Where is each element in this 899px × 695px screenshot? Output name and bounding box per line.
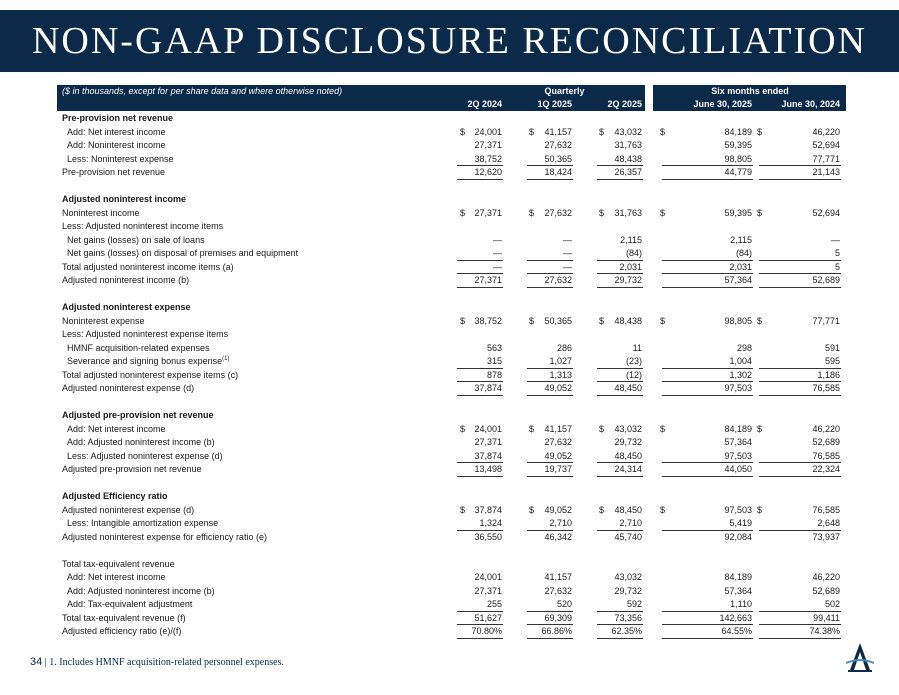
cell-value: 77,771 — [812, 153, 840, 164]
underline — [527, 638, 573, 639]
table-row — [57, 612, 846, 626]
cell-value: 43,032 — [614, 572, 642, 582]
cell-value: 22,324 — [812, 464, 840, 474]
row-label: Total adjusted noninterest expense items (c) — [62, 369, 239, 380]
cell-value: 1,313 — [549, 369, 572, 380]
cell-value: 41,157 — [544, 126, 572, 137]
dollar-sign: $ — [460, 504, 466, 515]
row-label: Total tax-equivalent revenue — [62, 558, 175, 569]
row-label: Adjusted efficiency ratio (e)/(f) — [62, 626, 182, 636]
cell-value: 592 — [626, 599, 642, 609]
cell-value: 37,874 — [474, 450, 502, 461]
table-row — [57, 153, 846, 167]
row-label: Add: Net interest income — [67, 423, 166, 434]
row-label: Less: Intangible amortization expense — [67, 518, 219, 528]
cell-value: 502 — [824, 599, 840, 609]
cell-value: 84,189 — [724, 126, 752, 137]
dollar-sign: $ — [599, 315, 605, 326]
cell-value: 142,663 — [719, 612, 752, 623]
cell-value: 46,342 — [544, 531, 572, 542]
table-row — [57, 261, 846, 275]
cell-value: 48,450 — [614, 450, 642, 461]
cell-value: 76,585 — [812, 383, 840, 393]
row-label: Adjusted noninterest expense (d) — [62, 383, 195, 393]
cell-value: 48,438 — [614, 153, 642, 164]
cell-value: 77,771 — [812, 315, 840, 326]
cell-value: 2,710 — [619, 518, 642, 528]
cell-value: 97,503 — [724, 450, 752, 461]
cell-value: 97,503 — [724, 504, 752, 515]
cell-value: 52,694 — [812, 140, 840, 150]
cell-value: 37,874 — [474, 383, 502, 393]
cell-value: 51,627 — [474, 612, 502, 623]
cell-value: 41,157 — [544, 572, 572, 582]
cell-value: 27,371 — [474, 437, 502, 447]
table-row — [57, 531, 846, 545]
table-row — [57, 504, 846, 518]
cell-value: 46,220 — [812, 126, 840, 137]
cell-value: 2,031 — [729, 261, 752, 272]
cell-value: 26,357 — [614, 167, 642, 177]
col-jun2025: June 30, 2025 — [693, 99, 752, 109]
cell-value: 48,438 — [614, 315, 642, 326]
row-label: Adjusted pre-provision net revenue — [62, 410, 214, 420]
row-label: Add: Net interest income — [67, 572, 166, 582]
cell-value: 44,050 — [724, 464, 752, 474]
row-label: Total tax-equivalent revenue (f) — [62, 612, 186, 623]
page-number: 34 — [30, 656, 43, 668]
cell-value: 50,365 — [544, 315, 572, 326]
cell-value: 43,032 — [614, 423, 642, 434]
cell-value: — — [493, 248, 502, 258]
row-label: Less: Adjusted noninterest expense (d) — [67, 450, 223, 461]
cell-value: 46,220 — [812, 423, 840, 434]
cell-value: 27,371 — [474, 207, 502, 218]
row-label: Net gains (losses) on sale of loans — [67, 234, 205, 245]
dollar-sign: $ — [757, 504, 763, 515]
table-row — [57, 112, 846, 126]
title-banner — [0, 10, 899, 72]
cell-value: 98,805 — [724, 153, 752, 164]
row-label: Less: Adjusted noninterest expense items — [62, 329, 229, 339]
cell-value: 24,001 — [474, 572, 502, 582]
spacer-row — [57, 180, 846, 194]
cell-value: 36,550 — [474, 531, 502, 542]
cell-value: 5 — [834, 248, 840, 258]
row-label: Adjusted noninterest expense for efficiency ratio (e) — [62, 531, 267, 542]
cell-value: 27,632 — [544, 207, 572, 218]
table-row — [57, 450, 846, 464]
cell-value: 5,419 — [729, 518, 752, 528]
row-label: Noninterest income — [62, 207, 140, 218]
cell-value: 99,411 — [813, 612, 840, 623]
dollar-sign: $ — [460, 207, 466, 218]
cell-value: 27,632 — [544, 140, 572, 150]
dollar-sign: $ — [660, 315, 666, 326]
table-row — [57, 369, 846, 383]
dollar-sign: $ — [599, 207, 605, 218]
cell-value: 2,115 — [620, 234, 642, 245]
table-row — [57, 463, 846, 477]
cell-value: 44,779 — [724, 167, 752, 177]
cell-value: (84) — [735, 248, 752, 258]
cell-value: 5 — [834, 261, 840, 272]
cell-value: 73,937 — [812, 531, 840, 542]
table-row — [57, 220, 846, 234]
table-row — [57, 301, 846, 315]
cell-value: 45,740 — [614, 531, 642, 542]
cell-value: 18,424 — [544, 167, 572, 177]
dollar-sign: $ — [529, 315, 535, 326]
cell-value: 27,371 — [474, 275, 502, 285]
dollar-sign: $ — [660, 207, 666, 218]
cell-value: 563 — [486, 342, 502, 353]
cell-value: 29,732 — [614, 437, 642, 447]
cell-value: 59,395 — [724, 140, 752, 150]
cell-value: 24,001 — [474, 423, 502, 434]
cell-value: (84) — [625, 248, 642, 258]
cell-value: 97,503 — [724, 383, 752, 393]
spacer-row — [57, 396, 846, 410]
underline — [759, 638, 841, 639]
cell-value: 50,365 — [544, 153, 572, 164]
cell-value: 62.35% — [611, 626, 642, 636]
dollar-sign: $ — [599, 423, 605, 434]
cell-value: 2,031 — [619, 261, 642, 272]
table-row — [57, 436, 846, 450]
row-label: Noninterest expense — [62, 315, 145, 326]
row-label: Adjusted pre-provision net revenue — [62, 464, 202, 474]
dollar-sign: $ — [529, 126, 535, 137]
cell-value: 52,689 — [812, 585, 840, 596]
row-label: Adjusted Efficiency ratio — [62, 491, 168, 501]
spacer-row — [57, 477, 846, 491]
cell-value: 49,052 — [544, 504, 572, 515]
table-header-groups — [57, 85, 846, 98]
cell-value: 49,052 — [544, 450, 572, 461]
table-row — [57, 517, 846, 531]
table-row — [57, 166, 846, 180]
cell-value: 64.55% — [721, 626, 752, 636]
cell-value: — — [563, 261, 572, 272]
cell-value: 21,143 — [812, 167, 840, 177]
row-label: Total adjusted noninterest income items (a) — [62, 261, 234, 272]
cell-value: 29,732 — [614, 275, 642, 285]
cell-value: — — [563, 248, 572, 258]
cell-value: 1,302 — [729, 369, 752, 380]
cell-value: 27,632 — [544, 275, 572, 285]
row-label: Add: Adjusted noninterest income (b) — [67, 585, 215, 596]
cell-value: 298 — [736, 342, 752, 353]
cell-value: 27,371 — [474, 140, 502, 150]
row-label: Add: Noninterest income — [67, 140, 166, 150]
cell-value: 37,874 — [474, 504, 502, 515]
cell-value: 315 — [486, 356, 502, 366]
footer — [30, 656, 284, 668]
cell-value: 49,052 — [544, 383, 572, 393]
dollar-sign: $ — [460, 126, 466, 137]
cell-value: 76,585 — [812, 450, 840, 461]
row-label: Add: Tax-equivalent adjustment — [67, 599, 193, 609]
cell-value: 76,585 — [812, 504, 840, 515]
company-logo-icon — [842, 640, 878, 676]
cell-value: 24,314 — [614, 464, 642, 474]
cell-value: 73,356 — [614, 612, 642, 623]
page-title: NON-GAAP DISCLOSURE RECONCILIATION — [31, 20, 868, 62]
cell-value: 43,032 — [614, 126, 642, 137]
table-row — [57, 625, 846, 639]
cell-value: 52,689 — [812, 275, 840, 285]
cell-value: 69,309 — [544, 612, 572, 623]
table-row — [57, 585, 846, 599]
cell-value: (12) — [625, 369, 642, 380]
cell-value: 52,689 — [812, 437, 840, 447]
dollar-sign: $ — [529, 504, 535, 515]
dollar-sign: $ — [460, 423, 466, 434]
cell-value: 52,694 — [812, 207, 840, 218]
cell-value: 1,110 — [730, 599, 752, 609]
cell-value: 38,752 — [474, 153, 502, 164]
table-row — [57, 558, 846, 572]
underline — [457, 638, 503, 639]
cell-value: 11 — [632, 342, 642, 353]
row-label: HMNF acquisition-related expenses — [67, 342, 210, 353]
underline — [662, 638, 753, 639]
cell-value: 878 — [486, 369, 502, 380]
cell-value: 12,620 — [474, 167, 502, 177]
row-label: Adjusted noninterest expense — [62, 302, 191, 312]
table-row — [57, 490, 846, 504]
cell-value: 31,763 — [614, 207, 642, 218]
table-row — [57, 409, 846, 423]
dollar-sign: $ — [460, 315, 466, 326]
dollar-sign: $ — [529, 423, 535, 434]
cell-value: 48,450 — [614, 504, 642, 515]
cell-value: 255 — [486, 599, 502, 609]
cell-value: 24,001 — [474, 126, 502, 137]
row-label: Less: Noninterest expense — [67, 153, 174, 164]
row-label: Adjusted noninterest expense (d) — [62, 504, 195, 515]
table-row — [57, 598, 846, 612]
cell-value: 29,732 — [614, 585, 642, 596]
cell-value: 46,220 — [812, 572, 840, 582]
cell-value: 57,364 — [724, 275, 752, 285]
row-label: Adjusted noninterest income — [62, 194, 187, 204]
cell-value: 13,498 — [474, 464, 502, 474]
cell-value: 19,737 — [544, 464, 572, 474]
cell-value: 74.38% — [809, 626, 840, 636]
cell-value: 98,805 — [724, 315, 752, 326]
dollar-sign: $ — [757, 207, 763, 218]
row-label: Pre-provision net revenue — [62, 167, 166, 177]
dollar-sign: $ — [599, 504, 605, 515]
cell-value: 92,084 — [724, 531, 752, 542]
table-row — [57, 207, 846, 221]
reconciliation-table — [57, 112, 846, 639]
cell-value: 57,364 — [724, 585, 752, 596]
group-six-months: Six months ended — [711, 86, 789, 96]
cell-value: (23) — [625, 356, 642, 366]
units-note: ($ in thousands, except for per share data and where otherwise noted) — [62, 86, 343, 96]
underline — [597, 638, 643, 639]
col-jun2024: June 30, 2024 — [781, 99, 840, 109]
cell-value: 2,710 — [549, 518, 572, 528]
cell-value: 1,186 — [817, 369, 840, 380]
row-label: Add: Adjusted noninterest income (b) — [67, 437, 215, 447]
table-row — [57, 234, 846, 248]
cell-value: — — [563, 234, 572, 245]
cell-value: 66.86% — [541, 626, 572, 636]
cell-value: 27,632 — [544, 437, 572, 447]
cell-value: 70.80% — [471, 626, 502, 636]
dollar-sign: $ — [757, 126, 763, 137]
cell-value: 31,763 — [614, 140, 642, 150]
spacer-row — [57, 288, 846, 302]
cell-value: 2,115 — [730, 234, 752, 245]
footer-divider: | — [44, 657, 47, 668]
table-row — [57, 126, 846, 140]
row-label: Add: Net interest income — [67, 126, 166, 137]
row-label: Adjusted noninterest income (b) — [62, 275, 190, 285]
cell-value: 27,632 — [544, 585, 572, 596]
cell-value: 1,004 — [729, 356, 752, 366]
cell-value: 2,648 — [817, 518, 840, 528]
cell-value: 1,027 — [549, 356, 572, 366]
cell-value: 57,364 — [724, 437, 752, 447]
dollar-sign: $ — [757, 315, 763, 326]
dollar-sign: $ — [660, 504, 666, 515]
cell-value: 84,189 — [724, 423, 752, 434]
cell-value: 1,324 — [479, 518, 502, 528]
dollar-sign: $ — [599, 126, 605, 137]
cell-value: 286 — [556, 342, 572, 353]
table-row — [57, 193, 846, 207]
dollar-sign: $ — [757, 423, 763, 434]
table-row — [57, 571, 846, 585]
footnote-marker: (1) — [222, 356, 230, 362]
table-row — [57, 139, 846, 153]
table-row — [57, 423, 846, 437]
row-label: Severance and signing bonus expense$^{(1)}$ — [67, 356, 230, 366]
header-gap — [645, 85, 653, 111]
col-1q2025: 1Q 2025 — [537, 99, 572, 109]
row-label: Less: Adjusted noninterest income items — [62, 221, 224, 231]
cell-value: 48,450 — [614, 383, 642, 393]
table-row — [57, 382, 846, 396]
row-label: Net gains (losses) on disposal of premises and equipment — [67, 248, 299, 258]
cell-value: 59,395 — [724, 207, 752, 218]
cell-value: 595 — [824, 356, 840, 366]
table-row — [57, 247, 846, 261]
cell-value: 38,752 — [474, 315, 502, 326]
table-row — [57, 328, 846, 342]
cell-value: 41,157 — [544, 423, 572, 434]
table-row — [57, 274, 846, 288]
spacer-row — [57, 544, 846, 558]
table-row — [57, 355, 846, 369]
cell-value: — — [493, 261, 502, 272]
footnote: 1. Includes HMNF acquisition-related personnel expenses. — [49, 657, 284, 668]
dollar-sign: $ — [660, 423, 666, 434]
cell-value: 84,189 — [724, 572, 752, 582]
cell-value: 27,371 — [474, 585, 502, 596]
dollar-sign: $ — [660, 126, 666, 137]
table-row — [57, 315, 846, 329]
table-row — [57, 342, 846, 356]
group-quarterly: Quarterly — [544, 86, 585, 96]
cell-value: — — [493, 234, 502, 245]
cell-value: — — [831, 234, 840, 245]
col-2q2025: 2Q 2025 — [607, 99, 642, 109]
cell-value: 591 — [824, 342, 840, 353]
cell-value: 520 — [556, 599, 572, 609]
col-2q2024: 2Q 2024 — [467, 99, 502, 109]
dollar-sign: $ — [529, 207, 535, 218]
row-label: Pre-provision net revenue — [62, 113, 174, 123]
table-header-columns — [57, 98, 846, 111]
